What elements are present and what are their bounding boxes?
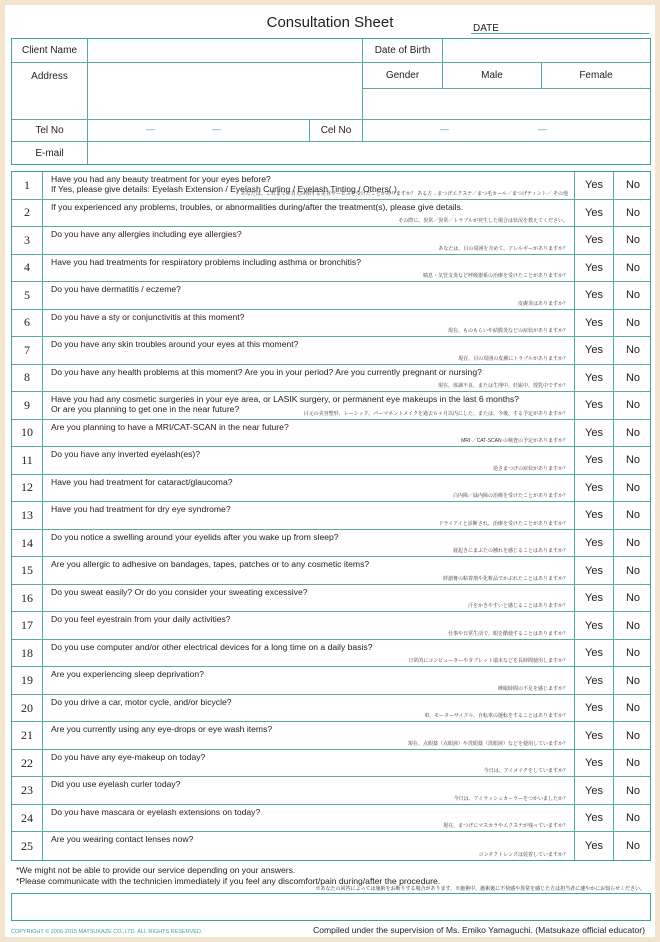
answer-no[interactable]: No bbox=[625, 702, 641, 715]
date-label: DATE bbox=[473, 23, 499, 34]
column-divider bbox=[613, 447, 614, 474]
question-number: 10 bbox=[12, 420, 43, 447]
question-text bbox=[51, 807, 571, 817]
question-text-jp: 皮膚炎はありますか？ bbox=[517, 300, 568, 307]
answer-yes[interactable]: Yes bbox=[585, 702, 603, 715]
question-text-line: Have you had treatment for dry eye syndrome? bbox=[51, 504, 231, 515]
column-divider bbox=[574, 557, 575, 584]
column-divider bbox=[574, 475, 575, 502]
question-text-jp: 今日は、アイメイクをしていますか？ bbox=[483, 768, 568, 775]
answer-no[interactable]: No bbox=[625, 316, 641, 329]
question-number: 18 bbox=[12, 640, 43, 667]
question-text-line: Do you have mascara or eyelash extensions on today? bbox=[51, 806, 261, 817]
question-text-line: Do you sweat easily? Or do you consider your sweating excessive? bbox=[51, 586, 308, 597]
answer-no[interactable]: No bbox=[625, 289, 641, 302]
question-row bbox=[12, 172, 650, 200]
note-1: *We might not be able to provide our service depending on your answers. bbox=[16, 865, 296, 875]
question-row bbox=[12, 502, 650, 530]
question-number: 7 bbox=[12, 337, 43, 364]
question-text bbox=[51, 587, 571, 597]
question-number: 4 bbox=[12, 255, 43, 282]
column-divider bbox=[613, 832, 614, 860]
question-text-line: Did you use eyelash curler today? bbox=[51, 779, 181, 790]
question-text bbox=[51, 752, 571, 762]
column-divider bbox=[613, 420, 614, 447]
question-text-line: Have you had any beauty treatment for your eyes before? bbox=[51, 174, 271, 184]
question-text-jp: MRI ／CAT-SCAN の検査の予定がありますか？ bbox=[461, 438, 568, 445]
question-row bbox=[12, 640, 650, 668]
question-row bbox=[12, 447, 650, 475]
tel-label: Tel No bbox=[12, 120, 88, 142]
question-text-jp: 絆創膏の粘着剤や化粧品でかぶれたことはありますか？ bbox=[442, 575, 568, 582]
question-text-line: Do you have any skin troubles around your eyes at this moment? bbox=[51, 339, 299, 350]
column-divider bbox=[574, 530, 575, 557]
question-text-line: Are you experiencing sleep deprivation? bbox=[51, 669, 204, 680]
question-number: 9 bbox=[12, 392, 43, 419]
question-text-line: If Yes, please give details: Eyelash Extension / Eyelash Curling / Eyelash Tinting / Others( ) bbox=[51, 184, 397, 194]
question-text-jp: その際に、異常／異常／トラブルが発生した場合は状況を教えてください。 bbox=[398, 218, 568, 225]
question-text-jp: 喘息・気管支炎など呼吸器系の治療を受けたことがありますか？ bbox=[422, 273, 568, 280]
answer-no[interactable]: No bbox=[625, 454, 641, 467]
question-number: 5 bbox=[12, 282, 43, 309]
answer-no[interactable]: No bbox=[625, 592, 641, 605]
column-divider bbox=[613, 310, 614, 337]
answer-no[interactable]: No bbox=[625, 261, 641, 274]
gender-label: Gender bbox=[363, 63, 443, 89]
copyright: COPYRIGHT © 2006-2015 MATSUKAZE CO.,LTD. ALL RIGHTS RESERVED. bbox=[11, 929, 203, 935]
answer-no[interactable]: No bbox=[625, 179, 641, 192]
answer-yes[interactable]: Yes bbox=[585, 426, 603, 439]
question-row bbox=[12, 337, 650, 365]
answer-no[interactable]: No bbox=[625, 757, 641, 770]
question-number: 19 bbox=[12, 667, 43, 694]
question-text bbox=[51, 779, 571, 789]
column-divider bbox=[613, 750, 614, 777]
answer-no[interactable]: No bbox=[625, 344, 641, 357]
question-text-line: Do you have any health problems at this moment? Are you in your period? Are you currently pregnant or nursing? bbox=[51, 366, 482, 377]
client-name-field[interactable] bbox=[88, 39, 363, 63]
cel-field[interactable] bbox=[363, 120, 650, 142]
question-text-jp: 日常的にコンピューターやタブレット端末などを長時間使用しますか？ bbox=[408, 658, 568, 665]
date-field[interactable] bbox=[471, 18, 649, 34]
column-divider bbox=[574, 695, 575, 722]
question-number: 23 bbox=[12, 777, 43, 804]
gender-male-option[interactable]: Male bbox=[443, 63, 542, 89]
column-divider bbox=[574, 282, 575, 309]
answer-yes[interactable]: Yes bbox=[585, 179, 603, 192]
question-text bbox=[51, 229, 571, 239]
tel-dash-1: — bbox=[146, 124, 155, 134]
client-info-block bbox=[11, 38, 651, 165]
question-number: 11 bbox=[12, 447, 43, 474]
question-row bbox=[12, 557, 650, 585]
column-divider bbox=[574, 832, 575, 860]
question-row bbox=[12, 750, 650, 778]
answer-yes[interactable]: Yes bbox=[585, 371, 603, 384]
answer-no[interactable]: No bbox=[625, 564, 641, 577]
answer-no[interactable]: No bbox=[625, 371, 641, 384]
question-number: 12 bbox=[12, 475, 43, 502]
compiled-by: Compiled under the supervision of Ms. Emiko Yamaguchi. (Matsukaze official educator) bbox=[313, 925, 645, 935]
page-title: Consultation Sheet bbox=[266, 14, 394, 31]
question-text-jp: 現在、体調不良、または生理中、妊娠中、授乳中ですか？ bbox=[437, 383, 568, 390]
answer-yes[interactable]: Yes bbox=[585, 206, 603, 219]
question-text-line: Have you had treatments for respiratory problems including asthma or bronchitis? bbox=[51, 256, 362, 267]
question-text bbox=[51, 312, 571, 322]
answer-no[interactable]: No bbox=[625, 784, 641, 797]
question-text bbox=[51, 449, 571, 459]
column-divider bbox=[613, 557, 614, 584]
answer-yes[interactable]: Yes bbox=[585, 509, 603, 522]
question-text bbox=[51, 202, 571, 212]
question-text bbox=[51, 642, 571, 652]
note-jp: ※あなたの回答によっては施術をお断りする場合があります。※施術中、施術後に不快感や異常を感じた方は担当者に速やかにお知らせください。 bbox=[315, 886, 645, 892]
answer-yes[interactable]: Yes bbox=[585, 564, 603, 577]
column-divider bbox=[574, 420, 575, 447]
answer-no[interactable]: No bbox=[625, 812, 641, 825]
column-divider bbox=[613, 227, 614, 254]
question-text-line: Do you use computer and/or other electrical devices for a long time on a daily basis? bbox=[51, 641, 373, 652]
answer-yes[interactable]: Yes bbox=[585, 344, 603, 357]
column-divider bbox=[613, 365, 614, 392]
answer-yes[interactable]: Yes bbox=[585, 261, 603, 274]
column-divider bbox=[613, 392, 614, 419]
question-text-jp: コンタクトレンズは装着していますか？ bbox=[478, 851, 568, 858]
column-divider bbox=[613, 777, 614, 804]
question-text-line: Or are you planning to get one in the near future? bbox=[51, 404, 240, 415]
question-row bbox=[12, 392, 650, 420]
question-text-line: Have you had treatment for cataract/glaucoma? bbox=[51, 476, 233, 487]
question-number: 22 bbox=[12, 750, 43, 777]
question-text bbox=[51, 504, 571, 514]
question-number: 13 bbox=[12, 502, 43, 529]
column-divider bbox=[574, 255, 575, 282]
question-text-jp: ドライアイと診断され、治療を受けたことがありますか？ bbox=[438, 520, 568, 527]
question-text bbox=[51, 559, 571, 569]
question-row bbox=[12, 227, 650, 255]
answer-yes[interactable]: Yes bbox=[585, 840, 603, 853]
question-row bbox=[12, 310, 650, 338]
question-row bbox=[12, 832, 650, 860]
answer-no[interactable]: No bbox=[625, 729, 641, 742]
answer-yes[interactable]: Yes bbox=[585, 316, 603, 329]
question-row bbox=[12, 585, 650, 613]
client-name-label: Client Name bbox=[12, 39, 88, 63]
question-number: 15 bbox=[12, 557, 43, 584]
question-text-jp: 仕事や日常生活で、眼を酷使することはありますか？ bbox=[448, 630, 568, 637]
answer-no[interactable]: No bbox=[625, 481, 641, 494]
question-row bbox=[12, 667, 650, 695]
column-divider bbox=[613, 585, 614, 612]
question-text-jp: 目元の美容整形、レーシック、パーマネントメイクを過去６ヶ月以内にした、または、今後、する予定がありますか？ bbox=[303, 410, 568, 417]
answer-yes[interactable]: Yes bbox=[585, 592, 603, 605]
question-text-line: Do you have a sty or conjunctivitis at this moment? bbox=[51, 311, 245, 322]
dob-label: Date of Birth bbox=[363, 39, 443, 63]
column-divider bbox=[613, 282, 614, 309]
column-divider bbox=[574, 750, 575, 777]
question-text bbox=[51, 257, 571, 267]
column-divider bbox=[574, 200, 575, 227]
question-text bbox=[51, 669, 571, 679]
note-2: *Please communicate with the technicien immediately if you feel any discomfort/pain during/after the procedure. bbox=[16, 876, 441, 886]
question-number: 8 bbox=[12, 365, 43, 392]
question-number: 14 bbox=[12, 530, 43, 557]
question-text-line: Are you currently using any eye-drops or eye wash items? bbox=[51, 724, 273, 735]
column-divider bbox=[613, 337, 614, 364]
answer-yes[interactable]: Yes bbox=[585, 812, 603, 825]
question-text bbox=[51, 724, 571, 734]
question-text-line: Do you drive a car, motor cycle, and/or bicycle? bbox=[51, 696, 232, 707]
column-divider bbox=[574, 805, 575, 832]
question-row bbox=[12, 365, 650, 393]
column-divider bbox=[574, 365, 575, 392]
question-text-jp: 汗をかきやすいと感じることはありますか？ bbox=[467, 603, 568, 610]
column-divider bbox=[613, 172, 614, 199]
question-text-line: Do you have any allergies including eye allergies? bbox=[51, 229, 242, 240]
answer-no[interactable]: No bbox=[625, 509, 641, 522]
tel-field[interactable] bbox=[88, 120, 310, 142]
answer-yes[interactable]: Yes bbox=[585, 399, 603, 412]
column-divider bbox=[613, 695, 614, 722]
question-row bbox=[12, 475, 650, 503]
answer-no[interactable]: No bbox=[625, 674, 641, 687]
address-field-extra[interactable] bbox=[363, 89, 650, 120]
column-divider bbox=[613, 255, 614, 282]
question-number: 17 bbox=[12, 612, 43, 639]
column-divider bbox=[574, 227, 575, 254]
email-label: E-mail bbox=[12, 142, 88, 164]
questions-table bbox=[11, 171, 651, 861]
answer-no[interactable]: No bbox=[625, 619, 641, 632]
column-divider bbox=[574, 392, 575, 419]
answer-no[interactable]: No bbox=[625, 840, 641, 853]
column-divider bbox=[574, 447, 575, 474]
answer-yes[interactable]: Yes bbox=[585, 619, 603, 632]
question-row bbox=[12, 255, 650, 283]
column-divider bbox=[613, 475, 614, 502]
column-divider bbox=[574, 172, 575, 199]
column-divider bbox=[613, 722, 614, 749]
question-row bbox=[12, 722, 650, 750]
question-row bbox=[12, 612, 650, 640]
notes bbox=[16, 865, 440, 887]
answer-no[interactable]: No bbox=[625, 537, 641, 549]
email-field[interactable] bbox=[88, 142, 650, 164]
question-number: 24 bbox=[12, 805, 43, 832]
answer-yes[interactable]: Yes bbox=[585, 674, 603, 687]
question-text bbox=[51, 532, 571, 542]
column-divider bbox=[613, 805, 614, 832]
question-text-jp: 現在、目の周囲の皮膚にトラブルがありますか？ bbox=[458, 355, 568, 362]
cel-dash-2: — bbox=[538, 124, 547, 134]
question-number: 1 bbox=[12, 172, 43, 199]
address-field[interactable] bbox=[88, 63, 363, 120]
question-row bbox=[12, 282, 650, 310]
question-number: 16 bbox=[12, 585, 43, 612]
question-text-jp: 今日は、アイラッシュカーラーをつかいましたか？ bbox=[453, 795, 568, 802]
question-text-jp: 睡眠時間の不足を感じますか？ bbox=[497, 685, 568, 692]
question-row bbox=[12, 200, 650, 228]
question-text-line: Do you notice a swelling around your eyelids after you wake up from sleep? bbox=[51, 531, 339, 542]
column-divider bbox=[574, 777, 575, 804]
column-divider bbox=[574, 585, 575, 612]
answer-yes[interactable]: Yes bbox=[585, 647, 603, 660]
question-text-line: Do you feel eyestrain from your daily activities? bbox=[51, 614, 231, 625]
cel-label: Cel No bbox=[310, 120, 363, 142]
column-divider bbox=[574, 722, 575, 749]
question-number: 21 bbox=[12, 722, 43, 749]
question-row bbox=[12, 530, 650, 558]
answer-no[interactable]: No bbox=[625, 206, 641, 219]
question-text-line: Are you allergic to adhesive on bandages, tapes, patches or to any cosmetic items? bbox=[51, 559, 370, 570]
column-divider bbox=[613, 640, 614, 667]
address-label: Address bbox=[12, 63, 88, 120]
question-text bbox=[51, 422, 571, 432]
question-text-jp: あなたは、目の周囲を含めて、アレルギーがありますか？ bbox=[438, 245, 568, 252]
column-divider bbox=[574, 612, 575, 639]
gender-female-option[interactable]: Female bbox=[542, 63, 650, 89]
cel-dash-1: — bbox=[440, 124, 449, 134]
column-divider bbox=[613, 200, 614, 227]
question-number: 6 bbox=[12, 310, 43, 337]
answer-yes[interactable]: Yes bbox=[585, 784, 603, 797]
question-text-line: Do you have any inverted eyelash(es)? bbox=[51, 449, 201, 460]
question-text-line: Are you wearing contact lenses now? bbox=[51, 834, 194, 845]
column-divider bbox=[613, 612, 614, 639]
question-row bbox=[12, 695, 650, 723]
question-text-line: Have you had any cosmetic surgeries in your eye area, or LASIK surgery, or permanent eye makeups in the last 6 months? bbox=[51, 394, 519, 405]
question-text bbox=[51, 697, 571, 707]
question-text bbox=[51, 834, 571, 844]
question-text bbox=[51, 339, 571, 349]
column-divider bbox=[574, 337, 575, 364]
answer-no[interactable]: No bbox=[625, 399, 641, 412]
question-text-jp: 現在、まつげにマスカラやエクステが残っていますか？ bbox=[443, 823, 568, 830]
column-divider bbox=[574, 310, 575, 337]
question-text-line: If you experienced any problems, troubles, or abnormalities during/after the treatment(s), please give details. bbox=[51, 201, 464, 212]
question-number: 20 bbox=[12, 695, 43, 722]
question-row bbox=[12, 777, 650, 805]
question-text bbox=[51, 477, 571, 487]
answer-yes[interactable]: Yes bbox=[585, 481, 603, 494]
question-number: 25 bbox=[12, 832, 43, 860]
question-text-line: Do you have dermatitis / eczeme? bbox=[51, 284, 181, 295]
column-divider bbox=[574, 640, 575, 667]
question-text-jp: あなたは、これまでに目元に関する美容サービスを受けたことがありますか？ ある方→まつげエクステ／まつ毛カール／まつげティント／ その他 bbox=[240, 190, 568, 197]
answer-yes[interactable]: Yes bbox=[585, 234, 603, 247]
answer-yes[interactable]: Yes bbox=[585, 757, 603, 770]
question-text-jp: 寝起きにまぶたの腫れを感じることはありますか？ bbox=[452, 548, 568, 555]
question-text-jp: 車、モーターサイクル、自転車の運転をすることはありますか？ bbox=[424, 713, 568, 720]
memo-field[interactable] bbox=[11, 893, 651, 921]
question-text-line: Are you planning to have a MRI/CAT-SCAN in the near future? bbox=[51, 421, 289, 432]
question-text bbox=[51, 284, 571, 294]
answer-yes[interactable]: Yes bbox=[585, 537, 603, 549]
question-row bbox=[12, 420, 650, 448]
consultation-sheet bbox=[5, 5, 655, 937]
answer-yes[interactable]: Yes bbox=[585, 454, 603, 467]
column-divider bbox=[574, 667, 575, 694]
answer-no[interactable]: No bbox=[625, 426, 641, 439]
question-row bbox=[12, 805, 650, 833]
answer-yes[interactable]: Yes bbox=[585, 729, 603, 742]
column-divider bbox=[613, 667, 614, 694]
question-text-jp: 逆さまつげの症状がありますか？ bbox=[492, 465, 568, 472]
question-text-line: Do you have any eye-makeup on today? bbox=[51, 751, 206, 762]
question-text-jp: 現在、点眼薬（点眼液）や洗眼薬（洗眼液）などを使用していますか？ bbox=[407, 740, 568, 747]
question-number: 3 bbox=[12, 227, 43, 254]
column-divider bbox=[574, 502, 575, 529]
question-text bbox=[51, 614, 571, 624]
question-text-jp: 現在、ものもらいや結膜炎などの症状がありますか？ bbox=[447, 328, 568, 335]
column-divider bbox=[613, 530, 614, 557]
dob-field[interactable] bbox=[443, 39, 650, 63]
answer-no[interactable]: No bbox=[625, 234, 641, 247]
answer-yes[interactable]: Yes bbox=[585, 289, 603, 302]
question-text-jp: 白内障／緑内障の治療を受けたことがありますか？ bbox=[452, 493, 568, 500]
column-divider bbox=[613, 502, 614, 529]
tel-dash-2: — bbox=[212, 124, 221, 134]
question-text bbox=[51, 367, 571, 377]
question-number: 2 bbox=[12, 200, 43, 227]
answer-no[interactable]: No bbox=[625, 647, 641, 660]
